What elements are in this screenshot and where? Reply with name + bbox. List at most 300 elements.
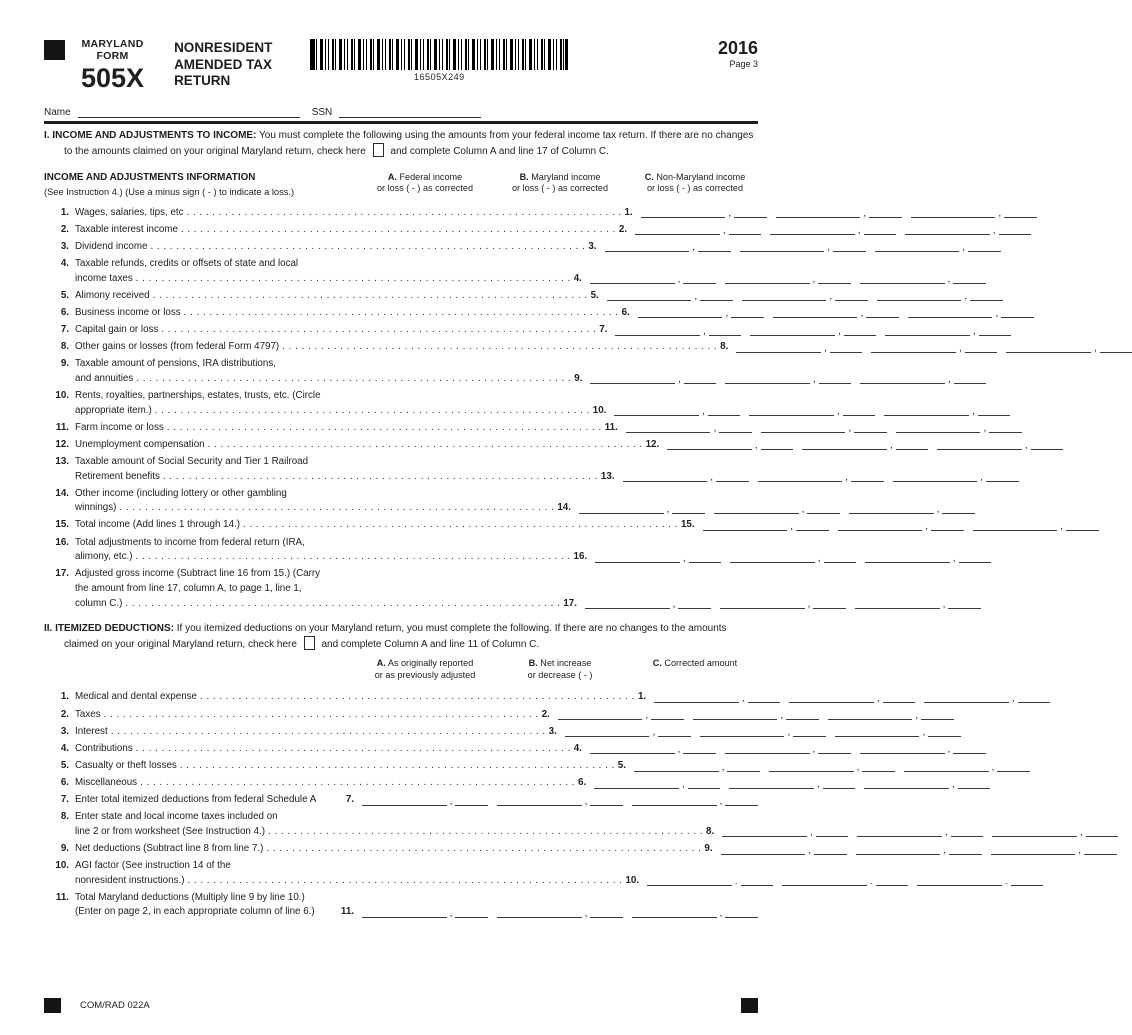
amount-blank[interactable] (818, 745, 851, 754)
amount-blank[interactable] (953, 275, 986, 284)
amount-field-col-c[interactable] (992, 828, 1118, 837)
amount-blank[interactable] (721, 846, 806, 855)
amount-blank[interactable] (594, 780, 679, 789)
amount-field-col-b[interactable] (782, 877, 908, 886)
amount-field-col-b[interactable] (725, 375, 851, 384)
amount-field-col-b[interactable] (871, 344, 997, 353)
amount-blank[interactable] (857, 828, 942, 837)
amount-blank[interactable] (579, 505, 664, 514)
amount-blank[interactable] (1086, 828, 1119, 837)
amount-blank[interactable] (700, 728, 785, 737)
amount-field-col-a[interactable] (615, 327, 741, 336)
amount-blank[interactable] (991, 846, 1076, 855)
amount-blank[interactable] (979, 327, 1012, 336)
amount-field-col-b[interactable] (773, 309, 899, 318)
amount-blank[interactable] (978, 407, 1011, 416)
amount-blank[interactable] (632, 797, 717, 806)
line-number: 4. (60, 742, 69, 754)
amount-blank[interactable] (819, 375, 852, 384)
amount-blank[interactable] (896, 424, 981, 433)
amount-separator: , (860, 308, 864, 320)
amount-blank[interactable] (455, 797, 488, 806)
amount-blank[interactable] (951, 828, 984, 837)
amount-field-col-c[interactable] (632, 909, 758, 918)
amount-field-col-a[interactable] (605, 243, 731, 252)
amount-field-col-a[interactable] (623, 473, 749, 482)
amount-field-col-c[interactable] (877, 292, 1003, 301)
amount-field-col-b[interactable] (856, 846, 982, 855)
line-label: column C.) (75, 597, 123, 609)
amount-blank[interactable] (877, 292, 962, 301)
amount-blank[interactable] (973, 522, 1058, 531)
amount-blank[interactable] (849, 505, 934, 514)
amount-blank[interactable] (689, 554, 722, 563)
amount-blank[interactable] (876, 877, 909, 886)
amount-blank[interactable] (864, 226, 897, 235)
amount-blank[interactable] (823, 780, 856, 789)
section2-no-change-checkbox[interactable] (304, 636, 315, 650)
amount-blank[interactable] (585, 600, 670, 609)
amount-field-col-c[interactable] (875, 243, 1001, 252)
amount-blank[interactable] (651, 711, 684, 720)
amount-separator: . (1004, 876, 1008, 888)
amount-blank[interactable] (725, 275, 810, 284)
amount-separator: , (964, 291, 968, 303)
amount-blank[interactable] (965, 344, 998, 353)
amount-blank[interactable] (590, 745, 675, 754)
amount-blank[interactable] (833, 243, 866, 252)
amount-field-col-a[interactable] (595, 554, 721, 563)
amount-blank[interactable] (854, 424, 887, 433)
amount-field-col-b[interactable] (761, 424, 887, 433)
amount-blank[interactable] (632, 909, 717, 918)
amount-blank[interactable] (727, 763, 760, 772)
amount-blank[interactable] (497, 909, 582, 918)
amount-field-col-c[interactable] (849, 505, 975, 514)
ssn-label: SSN (311, 107, 333, 118)
amount-field-col-a[interactable] (585, 600, 711, 609)
amount-blank[interactable] (647, 877, 732, 886)
amount-field-col-b[interactable] (770, 226, 896, 235)
amount-field-col-b[interactable] (838, 522, 964, 531)
amount-blank[interactable] (949, 846, 982, 855)
amount-field-col-b[interactable] (758, 473, 884, 482)
amount-field-col-a[interactable] (667, 441, 793, 450)
amount-separator: , (678, 374, 681, 386)
amount-blank[interactable] (893, 473, 978, 482)
amount-blank[interactable] (605, 243, 690, 252)
amount-field-col-c[interactable] (908, 309, 1034, 318)
amount-field-col-a[interactable] (638, 309, 764, 318)
amount-blank[interactable] (1100, 344, 1132, 353)
amount-blank[interactable] (835, 292, 868, 301)
amount-blank[interactable] (968, 243, 1001, 252)
amount-blank[interactable] (688, 780, 721, 789)
amount-blank[interactable] (719, 424, 752, 433)
amount-blank[interactable] (1001, 309, 1034, 318)
amount-blank[interactable] (911, 209, 996, 218)
amount-field-col-b[interactable] (802, 441, 928, 450)
dot-leader (181, 223, 616, 238)
amount-blank[interactable] (750, 327, 835, 336)
amount-field-col-a[interactable] (590, 375, 716, 384)
amount-blank[interactable] (1011, 877, 1044, 886)
amount-separator: , (754, 440, 758, 452)
amount-blank[interactable] (641, 209, 726, 218)
amount-field-col-b[interactable] (725, 745, 851, 754)
amount-field-col-c[interactable] (911, 209, 1037, 218)
amount-blank[interactable] (793, 728, 826, 737)
amount-field-col-a[interactable] (565, 728, 691, 737)
amount-blank[interactable] (866, 309, 899, 318)
amount-blank[interactable] (362, 797, 447, 806)
amount-field-col-b[interactable] (725, 275, 851, 284)
amount-blank[interactable] (741, 877, 774, 886)
amount-blank[interactable] (776, 209, 861, 218)
amount-field-col-b[interactable] (693, 711, 819, 720)
column-header-c: C. Non-Maryland income or loss ( - ) as corrected (644, 171, 746, 194)
amount-blank[interactable] (638, 309, 723, 318)
amount-blank[interactable] (770, 226, 855, 235)
amount-field-col-b[interactable] (750, 327, 876, 336)
amount-blank[interactable] (830, 344, 863, 353)
amount-blank[interactable] (565, 728, 650, 737)
amount-field-col-a[interactable] (654, 694, 780, 703)
amount-blank[interactable] (678, 600, 711, 609)
amount-blank[interactable] (1066, 522, 1099, 531)
amount-blank[interactable] (989, 424, 1022, 433)
line-label: Capital gain or loss (75, 323, 159, 335)
amount-blank[interactable] (623, 473, 708, 482)
amount-blank[interactable] (860, 375, 945, 384)
amount-field-col-a[interactable] (590, 275, 716, 284)
amount-blank[interactable] (986, 473, 1019, 482)
amount-blank[interactable] (683, 275, 716, 284)
row-description (44, 257, 590, 286)
amount-separator: , (1078, 844, 1081, 856)
amount-field-col-c[interactable] (937, 441, 1063, 450)
amount-blank[interactable] (730, 554, 815, 563)
dot-leader (268, 825, 703, 840)
amount-separator: , (817, 552, 821, 564)
amount-blank[interactable] (885, 327, 970, 336)
amount-blank[interactable] (626, 424, 711, 433)
amount-blank[interactable] (908, 309, 993, 318)
amount-field-col-a[interactable] (721, 846, 847, 855)
amount-blank[interactable] (722, 828, 807, 837)
line-label: and annuities (75, 372, 134, 384)
amount-blank[interactable] (789, 694, 874, 703)
amount-field-col-b[interactable] (776, 209, 902, 218)
amount-blank[interactable] (814, 846, 847, 855)
amount-blank[interactable] (700, 292, 733, 301)
line-number-end: 15. (680, 519, 695, 531)
amount-field-col-a[interactable] (594, 780, 720, 789)
line-label: Taxable amount of Social Security and Tier 1 Railroad (75, 455, 309, 467)
amount-blank[interactable] (703, 522, 788, 531)
amount-blank[interactable] (844, 327, 877, 336)
amount-blank[interactable] (615, 327, 700, 336)
amount-blank[interactable] (736, 344, 821, 353)
amount-blank[interactable] (749, 407, 834, 416)
amount-field-col-b[interactable] (720, 600, 846, 609)
amount-blank[interactable] (904, 763, 989, 772)
amount-field-col-c[interactable] (632, 797, 758, 806)
amount-separator: , (449, 795, 453, 807)
amount-blank[interactable] (970, 292, 1003, 301)
amount-field-col-a[interactable] (579, 505, 705, 514)
amount-blank[interactable] (786, 711, 819, 720)
amount-blank[interactable] (875, 243, 960, 252)
amount-blank[interactable] (953, 745, 986, 754)
page-number: Page 3 (729, 59, 758, 69)
amount-blank[interactable] (860, 275, 945, 284)
amount-separator: . (734, 876, 738, 888)
amount-blank[interactable] (824, 554, 857, 563)
amount-blank[interactable] (816, 828, 849, 837)
amount-field-col-a[interactable] (607, 292, 733, 301)
amount-separator: , (741, 693, 745, 705)
amount-blank[interactable] (869, 209, 902, 218)
amount-blank[interactable] (497, 797, 582, 806)
amount-field-col-b[interactable] (729, 780, 855, 789)
amount-blank[interactable] (725, 745, 810, 754)
amount-blank[interactable] (558, 711, 643, 720)
amount-blank[interactable] (635, 226, 720, 235)
amount-blank[interactable] (709, 327, 742, 336)
amount-blank[interactable] (856, 846, 941, 855)
amount-field-col-c[interactable] (860, 375, 986, 384)
line-number-end: 3. (548, 725, 557, 737)
line-label: Total adjustments to income from federal return (IRA, (75, 536, 305, 548)
amount-field-col-c[interactable] (865, 554, 991, 563)
amount-blank[interactable] (683, 745, 716, 754)
form-id-block (81, 38, 144, 93)
amount-separator: , (838, 325, 841, 337)
amount-blank[interactable] (1084, 846, 1117, 855)
amount-field-col-c[interactable] (860, 275, 986, 284)
amount-blank[interactable] (693, 711, 778, 720)
amount-blank[interactable] (362, 909, 447, 918)
amount-field-col-b[interactable] (497, 797, 623, 806)
amount-blank[interactable] (667, 441, 752, 450)
amount-field-col-c[interactable] (885, 327, 1011, 336)
amount-field-col-c[interactable] (896, 424, 1022, 433)
amount-blank[interactable] (590, 275, 675, 284)
amount-blank[interactable] (905, 226, 990, 235)
amount-blank[interactable] (734, 209, 767, 218)
amount-blank[interactable] (725, 909, 758, 918)
amount-field-col-b[interactable] (497, 909, 623, 918)
amount-field-col-c[interactable] (835, 728, 961, 737)
amount-field-col-a[interactable] (614, 407, 740, 416)
amount-blank[interactable] (672, 505, 705, 514)
amount-field-col-b[interactable] (714, 505, 840, 514)
amount-field-col-c[interactable] (904, 763, 1030, 772)
amount-field-col-a[interactable] (362, 797, 488, 806)
amount-blank[interactable] (725, 797, 758, 806)
amount-blank[interactable] (992, 828, 1077, 837)
amount-blank[interactable] (917, 877, 1002, 886)
amount-blank[interactable] (590, 375, 675, 384)
form-row (44, 859, 1008, 888)
amount-blank[interactable] (761, 424, 846, 433)
amount-blank[interactable] (634, 763, 719, 772)
amount-blank[interactable] (748, 694, 781, 703)
amount-field-col-a[interactable] (626, 424, 752, 433)
amount-field-col-b[interactable] (730, 554, 856, 563)
amount-field-col-a[interactable] (635, 226, 761, 235)
amount-field-col-c[interactable] (917, 877, 1043, 886)
amount-field-col-c[interactable] (973, 522, 1099, 531)
line-number: 6. (60, 306, 69, 318)
row-description (44, 240, 605, 255)
amount-field-col-a[interactable] (703, 522, 829, 531)
amount-blank[interactable] (714, 505, 799, 514)
section1-no-change-checkbox[interactable] (373, 143, 384, 157)
amount-blank[interactable] (654, 694, 739, 703)
amount-blank[interactable] (455, 909, 488, 918)
amount-field-col-c[interactable] (1006, 344, 1132, 353)
amount-blank[interactable] (942, 505, 975, 514)
amount-blank[interactable] (997, 763, 1030, 772)
amount-blank[interactable] (807, 505, 840, 514)
amount-blank[interactable] (614, 407, 699, 416)
amount-blank[interactable] (761, 441, 794, 450)
amount-field-col-c[interactable] (893, 473, 1019, 482)
amount-blank[interactable] (731, 309, 764, 318)
row-description (44, 742, 590, 757)
amount-blank[interactable] (843, 407, 876, 416)
amount-field-col-a[interactable] (362, 909, 488, 918)
amount-blank[interactable] (658, 728, 691, 737)
amount-blank[interactable] (720, 600, 805, 609)
amount-blank[interactable] (590, 797, 623, 806)
amount-blank[interactable] (802, 441, 887, 450)
amount-blank[interactable] (729, 780, 814, 789)
dot-leader (150, 240, 585, 255)
amount-separator: , (889, 440, 893, 452)
amount-field-col-c[interactable] (855, 600, 981, 609)
amount-blank[interactable] (862, 763, 895, 772)
amount-blank[interactable] (698, 243, 731, 252)
section1-intro-text-after: and complete Column A and line 17 of Column C. (390, 145, 609, 157)
amount-blank[interactable] (931, 522, 964, 531)
row-description (44, 518, 703, 533)
amount-blank[interactable] (921, 711, 954, 720)
amount-blank[interactable] (896, 441, 929, 450)
amount-blank[interactable] (948, 600, 981, 609)
amount-blank[interactable] (769, 763, 854, 772)
amount-blank[interactable] (607, 292, 692, 301)
amount-field-col-c[interactable] (828, 711, 954, 720)
amount-separator: , (728, 208, 732, 220)
amount-field-col-c[interactable] (884, 407, 1010, 416)
amount-blank[interactable] (708, 407, 741, 416)
amount-blank[interactable] (828, 711, 913, 720)
name-input[interactable] (78, 106, 300, 118)
amount-field-col-a[interactable] (641, 209, 767, 218)
line-number-end: 7. (599, 323, 608, 335)
amount-field-col-a[interactable] (634, 763, 760, 772)
amount-field-col-a[interactable] (736, 344, 862, 353)
amount-separator: , (952, 552, 956, 564)
form-row (44, 690, 1015, 705)
amount-blank[interactable] (813, 600, 846, 609)
amount-blank[interactable] (884, 407, 969, 416)
amount-blank[interactable] (958, 780, 991, 789)
amount-blank[interactable] (590, 909, 623, 918)
amount-blank[interactable] (871, 344, 956, 353)
amount-blank[interactable] (595, 554, 680, 563)
amount-field-col-c[interactable] (905, 226, 1031, 235)
amount-field-col-b[interactable] (769, 763, 895, 772)
form-row (44, 742, 951, 757)
amount-blank[interactable] (742, 292, 827, 301)
amount-field-col-c[interactable] (924, 694, 1050, 703)
amount-blank[interactable] (838, 522, 923, 531)
amount-blank[interactable] (716, 473, 749, 482)
amount-field-col-a[interactable] (722, 828, 848, 837)
amount-blank[interactable] (725, 375, 810, 384)
amount-blank[interactable] (959, 554, 992, 563)
amount-blank[interactable] (729, 226, 762, 235)
amount-blank[interactable] (864, 780, 949, 789)
section1-subnote: (See Instruction 4.) (Use a minus sign ( - ) to indicate a loss.) (44, 186, 295, 197)
amount-blank[interactable] (1004, 209, 1037, 218)
amount-field-col-b[interactable] (789, 694, 915, 703)
amount-separator: , (829, 291, 833, 303)
ssn-input[interactable] (339, 106, 481, 118)
amount-blank[interactable] (758, 473, 843, 482)
amount-field-col-b[interactable] (742, 292, 868, 301)
amount-blank[interactable] (883, 694, 916, 703)
form-row (44, 759, 995, 774)
amount-field-col-c[interactable] (864, 780, 990, 789)
amount-blank[interactable] (999, 226, 1032, 235)
amount-blank[interactable] (782, 877, 867, 886)
amount-field-col-a[interactable] (590, 745, 716, 754)
amount-blank[interactable] (937, 441, 1022, 450)
amount-field-col-c[interactable] (991, 846, 1117, 855)
amount-blank[interactable] (818, 275, 851, 284)
amount-blank[interactable] (740, 243, 825, 252)
amount-blank[interactable] (860, 745, 945, 754)
amount-field-col-c[interactable] (860, 745, 986, 754)
amount-field-col-b[interactable] (700, 728, 826, 737)
amount-blank[interactable] (773, 309, 858, 318)
amount-blank[interactable] (796, 522, 829, 531)
amount-field-col-b[interactable] (740, 243, 866, 252)
amount-blank[interactable] (1031, 441, 1064, 450)
line-number: 13. (55, 455, 69, 467)
amount-field-col-a[interactable] (558, 711, 684, 720)
amount-blank[interactable] (855, 600, 940, 609)
amount-blank[interactable] (954, 375, 987, 384)
amount-blank[interactable] (684, 375, 717, 384)
amount-separator: , (972, 406, 975, 418)
amount-blank[interactable] (1018, 694, 1051, 703)
amount-blank[interactable] (1006, 344, 1091, 353)
amount-blank[interactable] (835, 728, 920, 737)
amount-field-col-b[interactable] (857, 828, 983, 837)
amount-blank[interactable] (865, 554, 950, 563)
amount-field-col-b[interactable] (749, 407, 875, 416)
amount-blank[interactable] (924, 694, 1009, 703)
amount-field-col-a[interactable] (647, 877, 773, 886)
amount-blank[interactable] (928, 728, 961, 737)
amount-blank[interactable] (851, 473, 884, 482)
